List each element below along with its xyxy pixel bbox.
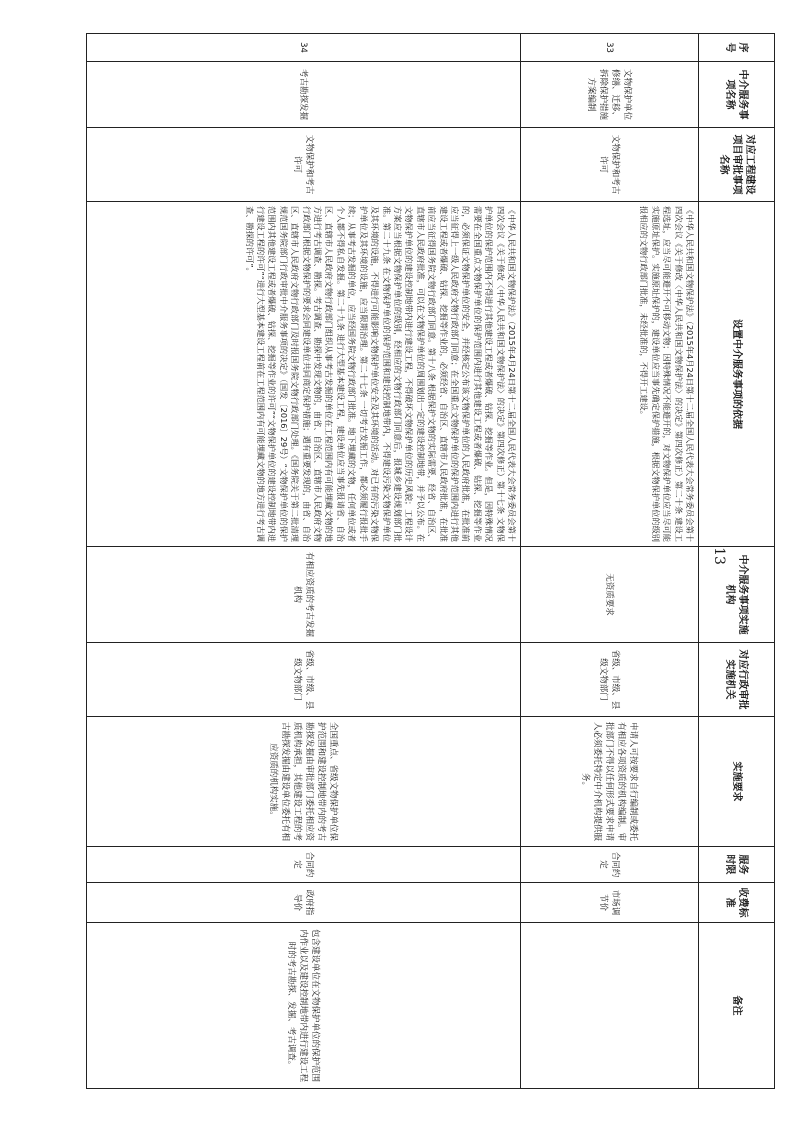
cell-org: 有相应资质的考古发掘机构: [87, 547, 521, 643]
header-fee: 收费标准: [699, 883, 775, 923]
table-row: [87, 34, 521, 1089]
cell-basis: 《中华人民共和国文物保护法》（2015年4月24日第十二届全国人民代表大会常务委员会第十四次会议《关于修改〈中华人民共和国文物保护法〉的决定》第四次修正）第二十条 建设工程选址，应当尽可能避开不可移动文物；因特殊情况不能避开的，对文物保护单位应当尽可能实施原址保护。实施原址保护的，建设单位应当事先确定保护措施，根据文物保护单位的级别报相应的文物行政部门批准，未经批准的，不得开工建设。: [521, 202, 699, 547]
rotated-table-page: [87, 33, 775, 1088]
page-number: 13: [710, 547, 727, 565]
cell-note: [521, 923, 699, 1089]
table-row: [521, 34, 699, 1089]
cell-org: 无资质要求: [521, 547, 699, 643]
header-row: [699, 34, 775, 1089]
cell-basis: 《中华人民共和国文物保护法》（2015年4月24日第十二届全国人民代表大会常务委员会第十四次会议《关于修改〈中华人民共和国文物保护法〉的决定》第四次修正）第十七条 文物保护单位的保护范围内不得进行其他建设工程或者爆破、钻探、挖掘等作业。但是，因特殊情况需要在全国重点文物保护单位的保护范围内进行其他建设工程或者爆破、钻探、挖掘等作业的，必须保证文物保护单位的安全，并经核定公布该文物保护单位的人民政府批准，在批准前应当征得上一级人民政府文物行政部门同意；在全国重点文物保护单位的保护范围内进行其他建设工程或者爆破、钻探、挖掘等作业的，必须经省、自治区、直辖市人民政府批准，在批准前应当征得国务院文物行政部门同意。第十八条 根据保护文物的实际需要，经省、自治区、直辖市人民政府批准，可以在文物保护单位的周围划出一定的建设控制地带，并予以公布。在文物保护单位的建设控制地带内进行建设工程，不得破坏文物保护单位的历史风貌；工程设计方案应当根据文物保护单位的级别，经相应的文物行政部门同意后，报城乡建设规划部门批准。第二十九条 在文物保护单位的保护范围和建设控制地带内，不得建设污染文物保护单位及其环境的设施，不得进行可能影响文物保护单位安全及其环境的活动。对已有的污染文物保护单位及其环境的设施，应当限期治理。第二十七条 一切考古发掘工作，都必须履行报批手续；从事考古发掘的单位，应当经国务院文物行政部门批准。地下埋藏的文物，任何单位或者个人都不得私自发掘。第二十九条 进行大型基本建设工程，建设单位应当事先报请省、自治区、直辖市人民政府文物行政部门组织从事考古发掘的单位在工程范围内有可能埋藏文物的地方进行考古调查、勘探。考古调查、勘探中发现文物的，由省、自治区、直辖市人民政府文物行政部门根据文物保护的要求会同建设单位共同商定保护措施；遇有重要发现的，由省、自治区、直辖市人民政府文物行政部门及时报国务院文物行政部门处理。《国务院关于第二批清理规范国务院部门行政审批中介服务事项的决定》（国发〔2016〕29号）“文物保护单位的保护范围内其他建设工程或者爆破、钻探、挖掘等作业的许可”“文物保护单位的建设控制地带内进行建设工程的许可”“进行大型基本建设工程前在工程范围内有可能埋藏文物的地方进行考古调查、勘探的许可”。: [87, 202, 521, 547]
cell-dept: 省级、市级、县级文物部门: [87, 643, 521, 717]
cell-time: 合同约定: [521, 847, 699, 883]
cell-name: 文物保护单位修缮、迁移、拆除保护措施方案编制: [521, 62, 699, 128]
intermediary-services-table: [86, 33, 775, 1089]
header-org: 中介服务事项实施机构: [699, 547, 775, 643]
cell-dept: 省级、市级、县级文物部门: [521, 643, 699, 717]
cell-name: 考古勘探发掘: [87, 62, 521, 128]
cell-req: 申请人可按要求自行编制或委托有相应各项资质的机构编制。审批部门不得以任何形式要求申请人必须委托特定中介机构提供服务。: [521, 717, 699, 847]
cell-seq: 34: [87, 34, 521, 62]
cell-note: 包含建设单位在文物保护单位的保护范围内作业以及建设控制地带内进行建设工程时的考古勘探、发掘、考古调查。: [87, 923, 521, 1089]
header-approval: 对应工程建设项目审批事项名称: [699, 128, 775, 202]
header-name: 中介服务事项名称: [699, 62, 775, 128]
cell-fee: 政府指导价: [87, 883, 521, 923]
header-seq: 序号: [699, 34, 775, 62]
cell-approval: 文物保护和考古许可: [521, 128, 699, 202]
header-basis: 设置中介服务事项的依据: [699, 202, 775, 547]
header-note: 备注: [699, 923, 775, 1089]
cell-approval: 文物保护和考古许可: [87, 128, 521, 202]
header-time: 服务时限: [699, 847, 775, 883]
header-req: 实施要求: [699, 717, 775, 847]
header-dept: 对应行政审批实施机关: [699, 643, 775, 717]
cell-req: 全国重点、省级文物保护单位保护范围和建设控制地带内的考古勘探发掘由审批部门委托相应资质机构承担，其他建设工程的考古勘探发掘由建设单位委托有相应资质的机构实施。: [87, 717, 521, 847]
cell-fee: 市场调节价: [521, 883, 699, 923]
cell-time: 合同约定: [87, 847, 521, 883]
cell-seq: 33: [521, 34, 699, 62]
